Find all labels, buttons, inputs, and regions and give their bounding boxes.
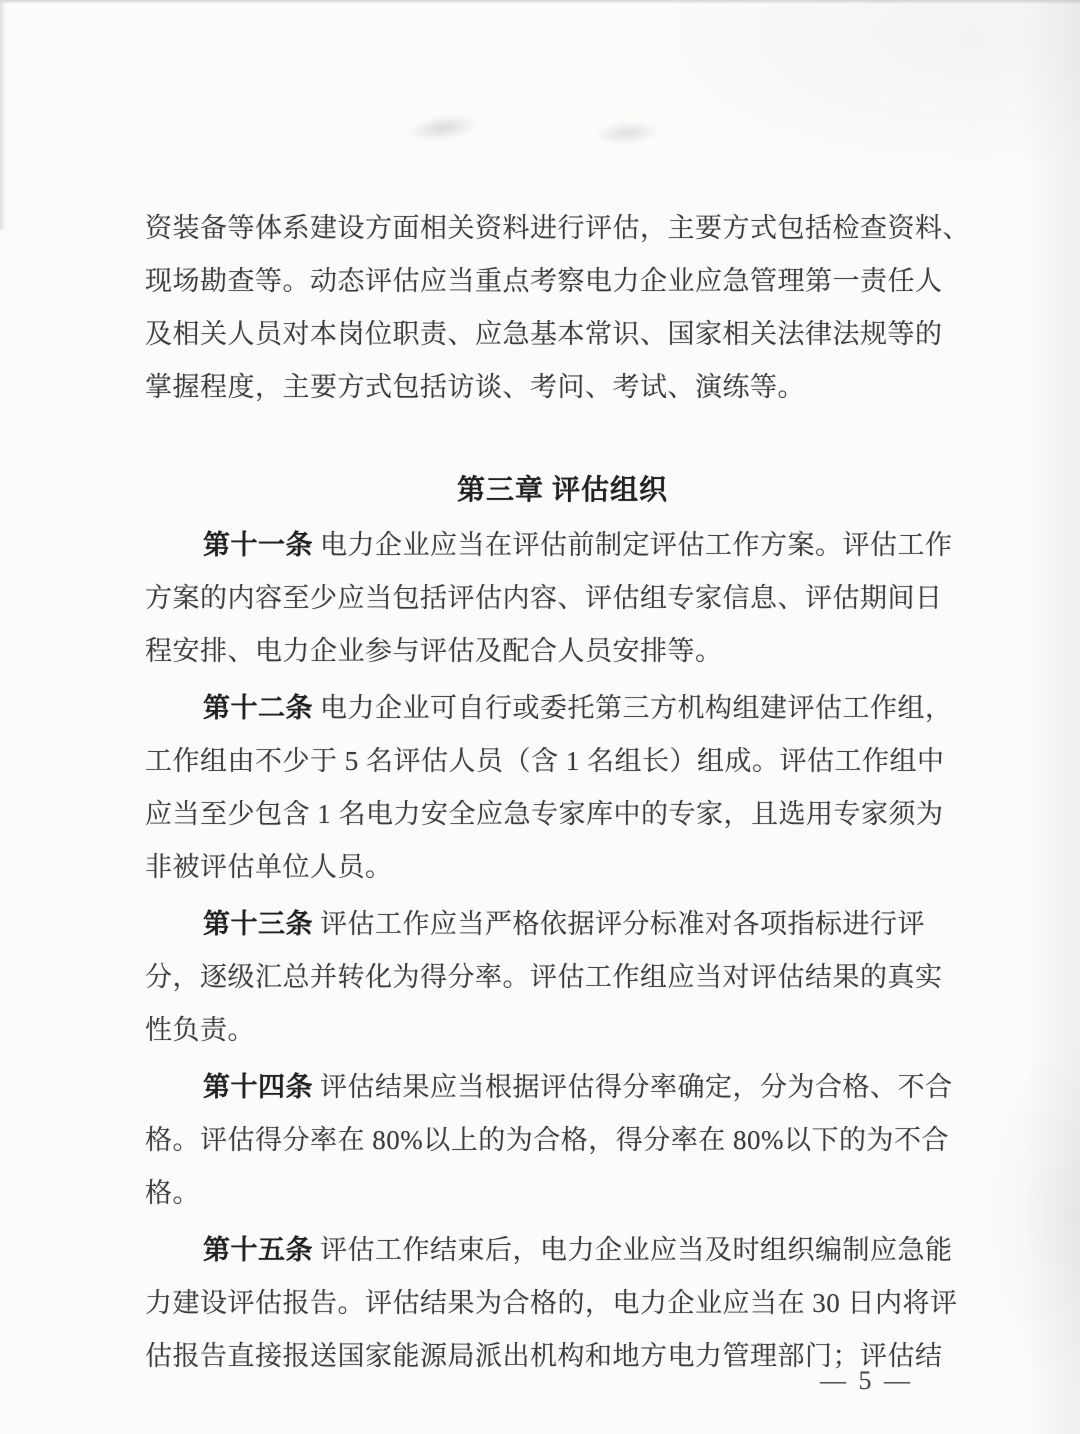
page-number-text: — 5 — bbox=[820, 1366, 913, 1395]
continuation-paragraph bbox=[145, 202, 980, 414]
text-line: 估报告直接报送国家能源局派出机构和地方电力管理部门；评估结 bbox=[145, 1341, 943, 1371]
article-item-12 bbox=[145, 682, 980, 894]
text-line: 应当至少包含 1 名电力安全应急专家库中的专家，且选用专家须为 bbox=[145, 799, 944, 829]
text-line: 格。 bbox=[145, 1178, 200, 1208]
article-number-label: 第十二条 bbox=[203, 693, 313, 723]
article-number-label: 第十四条 bbox=[203, 1072, 313, 1102]
chapter-heading: 第三章 评估组织 bbox=[456, 475, 668, 506]
text-line: 第十三条 评估工作应当严格依据评分标准对各项指标进行评 bbox=[203, 909, 925, 939]
text-line: 现场勘查等。动态评估应当重点考察电力企业应急管理第一责任人 bbox=[145, 266, 943, 296]
page-number bbox=[820, 1366, 913, 1396]
article-item-15 bbox=[145, 1224, 980, 1383]
text-line: 程安排、电力企业参与评估及配合人员安排等。 bbox=[145, 636, 723, 666]
scan-left-edge bbox=[0, 0, 6, 230]
article-number-label: 第十一条 bbox=[203, 530, 313, 560]
text-line: 非被评估单位人员。 bbox=[145, 852, 393, 882]
text-line: 第十二条 电力企业可自行或委托第三方机构组建评估工作组， bbox=[203, 693, 953, 723]
scan-corner-shade bbox=[650, 0, 1080, 170]
text-line: 工作组由不少于 5 名评估人员（含 1 名组长）组成。评估工作组中 bbox=[145, 746, 945, 776]
article-number-label: 第十五条 bbox=[203, 1235, 313, 1265]
text-line: 分，逐级汇总并转化为得分率。评估工作组应当对评估结果的真实 bbox=[145, 962, 943, 992]
text-line: 第十一条 电力企业应当在评估前制定评估工作方案。评估工作 bbox=[203, 530, 953, 560]
text-line: 格。评估得分率在 80%以上的为合格，得分率在 80%以下的为不合 bbox=[145, 1125, 949, 1155]
text-line: 性负责。 bbox=[145, 1015, 255, 1045]
article-item-11 bbox=[145, 519, 980, 678]
article-number-label: 第十三条 bbox=[203, 909, 313, 939]
article-item-14 bbox=[145, 1061, 980, 1220]
document-body bbox=[145, 202, 980, 1387]
text-line: 掌握程度，主要方式包括访谈、考问、考试、演练等。 bbox=[145, 372, 805, 402]
article-item-13 bbox=[145, 898, 980, 1057]
ink-bleed-smudge bbox=[407, 111, 480, 145]
scan-mid-right-shade bbox=[990, 1050, 1080, 1380]
text-line: 第十四条 评估结果应当根据评估得分率确定，分为合格、不合 bbox=[203, 1072, 953, 1102]
articles-section bbox=[145, 519, 980, 1383]
text-line: 力建设评估报告。评估结果为合格的，电力企业应当在 30 日内将评 bbox=[145, 1288, 958, 1318]
text-line: 及相关人员对本岗位职责、应急基本常识、国家相关法律法规等的 bbox=[145, 319, 943, 349]
text-line: 第十五条 评估工作结束后，电力企业应当及时组织编制应急能 bbox=[203, 1235, 953, 1265]
text-line: 资装备等体系建设方面相关资料进行评估，主要方式包括检查资料、 bbox=[145, 213, 970, 243]
text-line: 方案的内容至少应当包括评估内容、评估组专家信息、评估期间日 bbox=[145, 583, 943, 613]
